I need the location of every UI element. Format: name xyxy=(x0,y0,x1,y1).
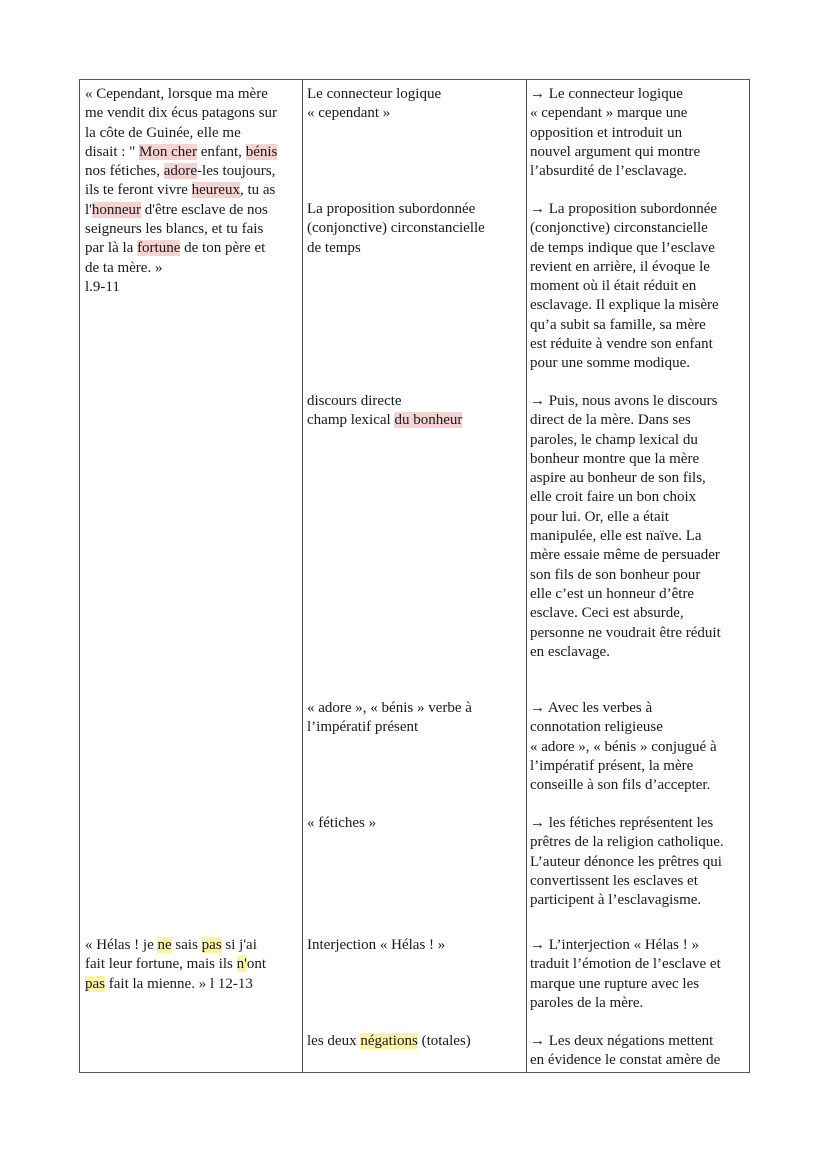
highlight: bénis xyxy=(245,143,278,160)
device-1: Le connecteur logique « cependant » xyxy=(307,86,442,122)
device-2: La proposition subordonnée (conjonctive) circonstancielle de temps xyxy=(307,201,485,256)
highlight: n' xyxy=(236,956,247,973)
highlight: adore xyxy=(163,163,198,180)
highlight: du bonheur xyxy=(394,412,463,429)
device-6: Interjection « Hélas ! » xyxy=(307,937,446,953)
quote-block-2: « Hélas ! je ne sais pas si j'ai fait leur fortune, mais ils n'ont pas fait la mienne. » l 12-13 xyxy=(85,937,267,992)
highlight: ne xyxy=(157,937,172,953)
highlight: négations xyxy=(360,1033,418,1049)
device-7: les deux négations (totales) xyxy=(307,1033,471,1049)
column-divider xyxy=(526,80,527,1072)
highlight: honneur xyxy=(91,201,142,218)
device-4: « adore », « bénis » verbe à l’impératif présent xyxy=(307,700,472,736)
analysis-4: → Avec les verbes à connotation religieuse « adore », « bénis » conjugué à l’impératif présent, la mère conseille à son fils d’accepter. xyxy=(530,700,717,794)
line-reference: l.9-11 xyxy=(85,278,120,295)
analysis-5: → les fétiches représentent les prêtres de la religion catholique. L’auteur dénonce les prêtres qui convertissent les esclaves et participent à l’esclavagisme. xyxy=(530,815,724,909)
highlight: pas xyxy=(201,937,222,953)
analysis-table xyxy=(79,79,750,1073)
analysis-6: → L’interjection « Hélas ! » traduit l’émotion de l’esclave et marque une rupture avec les paroles de la mère. xyxy=(530,937,721,1011)
column-divider xyxy=(302,80,303,1072)
analysis-7: → Les deux négations mettent en évidence le constat amère de xyxy=(530,1033,721,1069)
device-5: « fétiches » xyxy=(307,815,377,831)
highlight: pas xyxy=(85,975,105,992)
analysis-2: → La proposition subordonnée (conjonctive) circonstancielle de temps indique que l’esclave revient en arrière, il évoque le moment où il était réduit en esclavage. Il explique la misère qu’a subit sa famille, sa mère est réduite à vendre son enfant pour une somme modique. xyxy=(530,201,719,372)
quote-block-1: « Cependant, lorsque ma mère me vendit dix écus patagons sur la côte de Guinée, elle me disait : " Mon cher enfant, bénis nos fétiches, adore-les toujours, ils te feront vivre heureux, tu as l'honneur d'être esclave de nos seigneurs les blancs, et tu fais par là la fortune de ton père et de ta mère. » l.9-11 xyxy=(85,85,277,297)
analysis-3: → Puis, nous avons le discours direct de la mère. Dans ses paroles, le champ lexical du bonheur montre que la mère aspire au bonheur de son fils, elle croit faire un bon choix pour lui. Or, elle a était manipulée, elle est naïve. La mère essaie même de persuader son fils de son bonheur pour elle c’est un honneur d’être esclave. Ceci est absurde, personne ne voudrait être réduit en esclavage. xyxy=(530,393,721,660)
analysis-1: → Le connecteur logique « cependant » marque une opposition et introduit un nouvel argument qui montre l’absurdité de l’esclavage. xyxy=(530,86,701,180)
highlight: fortune xyxy=(137,240,181,257)
highlight: Mon cher xyxy=(139,143,197,160)
device-3: discours directe champ lexical du bonheur xyxy=(307,393,463,429)
highlight: heureux xyxy=(191,182,240,199)
